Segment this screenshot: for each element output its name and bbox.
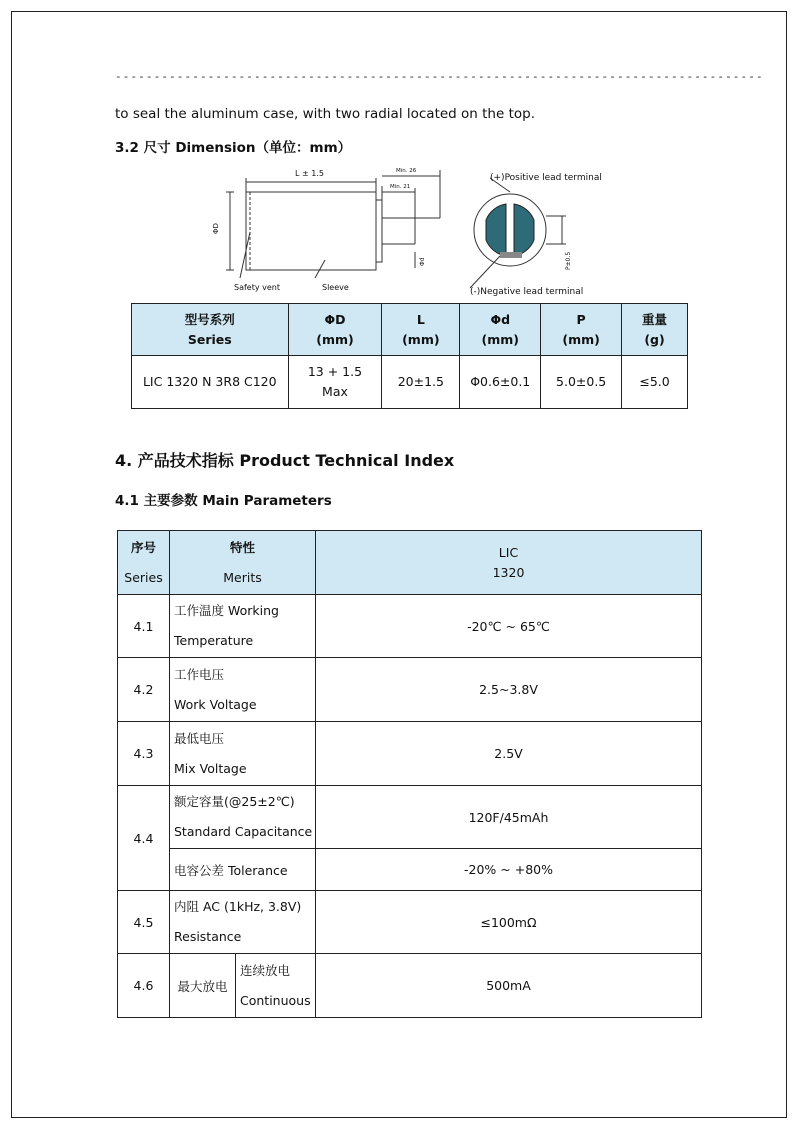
- pitch-label: P±0.5: [565, 251, 572, 270]
- cell-merit: [170, 786, 316, 849]
- merit-line-2: Work Voltage: [174, 696, 257, 712]
- th-lic-1: LIC: [498, 544, 519, 560]
- cell-merit: [170, 595, 316, 658]
- th-lic-2: 1320: [492, 564, 525, 580]
- cell-merit: [170, 722, 316, 786]
- table-row: [118, 722, 702, 786]
- table-row: [118, 891, 702, 954]
- section-heading-4: 4. 产品技术指标 Product Technical Index: [115, 451, 455, 470]
- th-weight-name: 重量: [642, 311, 668, 327]
- th-phid: [460, 304, 541, 356]
- th-L-name: L: [416, 311, 425, 327]
- table-row: [118, 849, 702, 891]
- merit-line-2: Resistance: [174, 929, 242, 944]
- dashed-separator: ------------------------------------------------------------------------------------: [115, 70, 764, 83]
- dimension-table-row: [132, 356, 688, 409]
- cell-L: 20±1.5: [382, 356, 460, 409]
- cell-merit: [170, 658, 316, 722]
- sleeve-label: Sleeve: [322, 283, 349, 292]
- th-phiD-unit: (mm): [316, 331, 354, 347]
- cell-phiD-value: 13 + 1.5: [307, 364, 363, 379]
- th-phiD: [288, 304, 382, 356]
- th-P-unit: (mm): [562, 331, 600, 347]
- cell-merit-main: 最大放电: [170, 954, 236, 1018]
- merit-line-2: Temperature: [174, 633, 254, 648]
- table-row: [118, 786, 702, 849]
- th-L: [382, 304, 460, 356]
- cell-weight: ≤5.0: [622, 356, 688, 409]
- table-row: [118, 658, 702, 722]
- merit-line-2: Continuous: [240, 992, 311, 1008]
- cell-no: 4.4: [118, 786, 170, 891]
- table-row: [118, 954, 702, 1018]
- safety-vent-label: Safety vent: [234, 283, 280, 292]
- intro-text: to seal the aluminum case, with two radial located on the top.: [115, 106, 536, 122]
- table-row: [118, 595, 702, 658]
- parameters-table-header: [118, 531, 702, 595]
- th-merits-en: Merits: [223, 569, 262, 585]
- merit-line-1: 工作温度 Working: [174, 603, 279, 618]
- dimension-table: [131, 303, 688, 409]
- dimension-figure: [200, 160, 620, 300]
- th-phid-name: Φd: [490, 311, 511, 327]
- th-phid-unit: (mm): [481, 331, 519, 347]
- cell-value: ≤100mΩ: [316, 891, 702, 954]
- th-P: [541, 304, 622, 356]
- merit-line-2: Standard Capacitance: [174, 824, 313, 839]
- merit-line-1: 额定容量(@25±2℃): [174, 794, 295, 809]
- th-weight-unit: (g): [644, 331, 665, 347]
- cell-merit: 电容公差 Tolerance: [170, 849, 316, 891]
- cell-merit: [236, 954, 316, 1018]
- cell-value: 2.5V: [316, 722, 702, 786]
- th-series: [132, 304, 289, 356]
- length-label: L ± 1.5: [295, 169, 324, 178]
- min26-label: Min. 26: [396, 168, 417, 174]
- th-merits: [170, 531, 316, 595]
- cell-no: 4.1: [118, 595, 170, 658]
- cell-value: -20℃ ~ 65℃: [316, 595, 702, 658]
- th-merits-cn: 特性: [229, 539, 255, 555]
- cell-phid: Φ0.6±0.1: [460, 356, 541, 409]
- min21-label: Min. 21: [390, 184, 411, 190]
- th-series-en: Series: [187, 331, 232, 347]
- negative-terminal-label: (-)Negative lead terminal: [470, 287, 584, 297]
- phid-label: Φd: [419, 257, 426, 266]
- th-phiD-name: ΦD: [324, 311, 346, 327]
- merit-line-1: 连续放电: [240, 962, 291, 978]
- th-no: [118, 531, 170, 595]
- merit-line-1: 内阻 AC (1kHz, 3.8V): [174, 899, 302, 914]
- capacitor-top-view: [470, 178, 566, 288]
- th-series-cn: 型号系列: [184, 311, 235, 327]
- cell-P: 5.0±0.5: [541, 356, 622, 409]
- dimension-table-header: [132, 304, 688, 356]
- th-P-name: P: [576, 311, 586, 327]
- cell-value: 120F/45mAh: [316, 786, 702, 849]
- cell-no: 4.6: [118, 954, 170, 1018]
- phiD-label: ΦD: [212, 223, 220, 234]
- cell-series: LIC 1320 N 3R8 C120: [132, 356, 289, 409]
- cell-no: 4.2: [118, 658, 170, 722]
- section-heading-4-1: 4.1 主要参数 Main Parameters: [115, 493, 332, 509]
- merit-line-1: 最低电压: [174, 730, 225, 746]
- cell-value: 2.5~3.8V: [316, 658, 702, 722]
- th-no-en: Series: [124, 569, 163, 585]
- th-no-cn: 序号: [130, 539, 156, 555]
- merit-line-1: 工作电压: [174, 666, 225, 682]
- cell-value: -20% ~ +80%: [316, 849, 702, 891]
- section-heading-3-2: 3.2 尺寸 Dimension（单位：mm）: [115, 140, 352, 156]
- th-weight: [622, 304, 688, 356]
- parameters-table: [117, 530, 702, 1018]
- cell-merit: [170, 891, 316, 954]
- cell-no: 4.3: [118, 722, 170, 786]
- cell-no: 4.5: [118, 891, 170, 954]
- cell-phiD: [288, 356, 382, 409]
- cell-value: 500mA: [316, 954, 702, 1018]
- positive-terminal-label: (+)Positive lead terminal: [490, 173, 602, 183]
- merit-line-2: Mix Voltage: [174, 760, 247, 776]
- th-lic: [316, 531, 702, 595]
- cell-phiD-max: Max: [322, 384, 348, 399]
- th-L-unit: (mm): [402, 331, 440, 347]
